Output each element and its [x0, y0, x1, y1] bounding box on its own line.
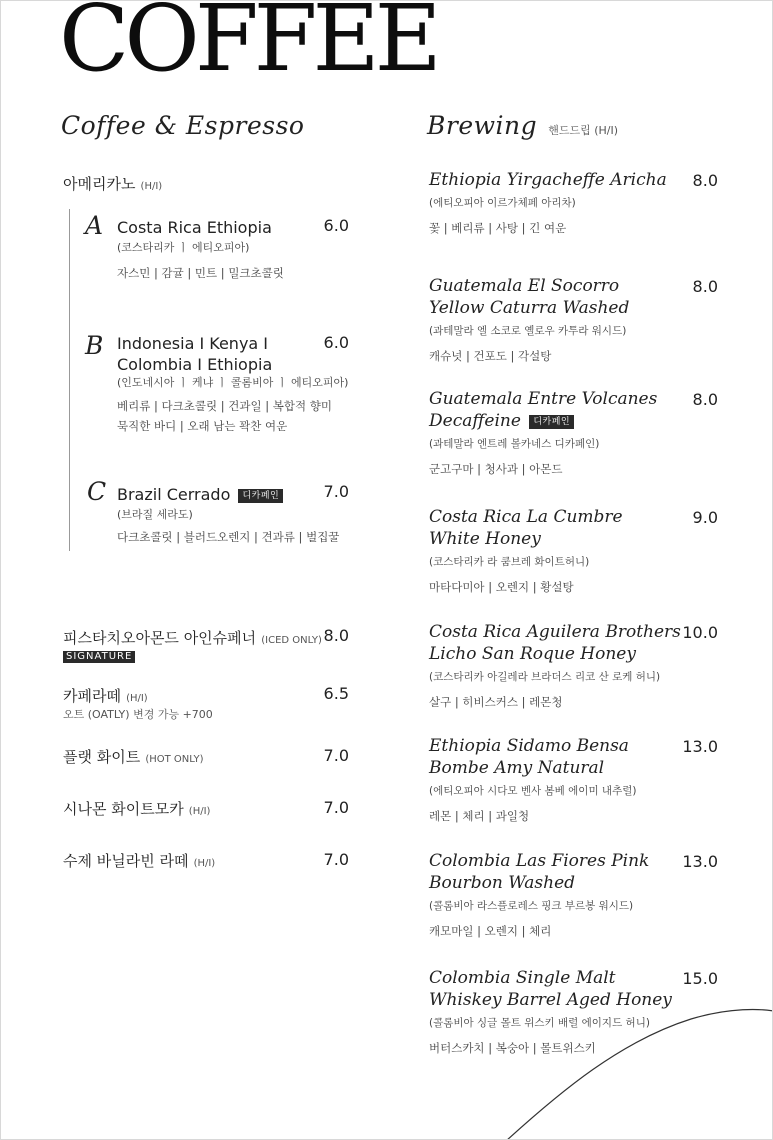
drink-price: 7.0 [323, 850, 349, 869]
decorative-curve [1, 1, 773, 1140]
drink-note: 오트 (OATLY) 변경 가능 +700 [63, 708, 213, 721]
bean-price: 13.0 [682, 737, 718, 756]
drink-name: 시나몬 화이트모카 [63, 800, 184, 818]
option-b-name-line: Colombia I Ethiopia [117, 355, 273, 374]
option-a-ko: (코스타리카 ㅣ 에티오피아) [117, 241, 250, 254]
bean-name-line: Bourbon Washed [429, 873, 576, 893]
bean-name-line: Colombia Single Malt [429, 968, 616, 988]
bean-name-line: Bombe Amy Natural [429, 758, 605, 778]
bean-name-line: Whiskey Barrel Aged Honey [429, 990, 672, 1010]
option-c-ko: (브라질 세라도) [117, 508, 193, 521]
bean-name-line: Guatemala El Socorro [429, 276, 620, 296]
bean-name-line: Guatemala Entre Volcanes [429, 389, 658, 409]
bean-notes: 꽃 | 베리류 | 사탕 | 긴 여운 [429, 221, 567, 235]
bean-notes: 캐모마일 | 오렌지 | 체리 [429, 924, 552, 938]
option-b-notes-line: 묵직한 바디 | 오래 남는 꽉찬 여운 [117, 419, 288, 433]
bean-name-line: Ethiopia Sidamo Bensa [429, 736, 629, 756]
drink-tag: (H/I) [193, 858, 216, 869]
option-a-price: 6.0 [323, 216, 349, 235]
bean-ko: (에티오피아 시다모 벤사 봄베 에이미 내추럴) [429, 785, 637, 797]
option-c-letter: C [87, 477, 107, 506]
bean-ko: (과테말라 엘 소코로 옐로우 카투라 워시드) [429, 325, 627, 337]
drink-tag: (H/I) [188, 806, 211, 817]
drink-price: 7.0 [323, 746, 349, 765]
bean-notes: 버터스카치 | 복숭아 | 몰트위스키 [429, 1041, 596, 1055]
option-c-price: 7.0 [323, 482, 349, 501]
bean-price: 15.0 [682, 969, 718, 988]
option-a-name: Costa Rica Ethiopia [117, 218, 272, 237]
bean-notes: 캐슈넛 | 건포도 | 각설탕 [429, 349, 552, 363]
bean-name-line: Yellow Caturra Washed [429, 298, 630, 318]
bean-price: 8.0 [692, 390, 718, 409]
drink-tag: (H/I) [126, 693, 148, 704]
bean-name-line: Costa Rica Aguilera Brothers [429, 622, 681, 642]
espresso-heading: Coffee & Espresso [61, 111, 305, 140]
drink-name: 수제 바닐라빈 라떼 [63, 852, 189, 870]
bean-ko: (코스타리카 아길레라 브라더스 리코 산 로케 허니) [429, 671, 661, 683]
brewing-tag: 핸드드립 (H/I) [548, 124, 619, 137]
bean-name-line: Colombia Las Fiores Pink [429, 851, 650, 871]
bean-notes: 군고구마 | 청사과 | 아몬드 [429, 462, 563, 476]
bean-notes: 레몬 | 체리 | 과일청 [429, 809, 530, 823]
decaf-badge: 디카페인 [529, 415, 574, 429]
signature-badge: SIGNATURE [63, 651, 135, 663]
bean-ko: (콜롬비아 싱글 몰트 위스키 배럴 에이지드 허니) [429, 1017, 650, 1029]
bean-ko: (과테말라 엔트레 볼카네스 디카페인) [429, 438, 600, 450]
bean-name: Ethiopia Yirgacheffe Aricha [429, 170, 667, 190]
option-a-letter: A [85, 211, 104, 240]
option-b-name-line: Indonesia I Kenya I [117, 334, 269, 353]
option-b-letter: B [85, 331, 104, 360]
bean-price: 13.0 [682, 852, 718, 871]
bean-name-line: Licho San Roque Honey [429, 644, 636, 664]
americano-name: 아메리카노 [63, 175, 136, 193]
bean-price: 9.0 [692, 508, 718, 527]
bean-name-line: White Honey [429, 529, 541, 549]
drink-name: 플랫 화이트 [63, 748, 141, 766]
bean-ko: (에티오피아 이르가체페 아리차) [429, 197, 576, 209]
option-b-price: 6.0 [323, 333, 349, 352]
bean-notes: 살구 | 히비스커스 | 레몬청 [429, 695, 563, 709]
americano-tag: (H/I) [140, 181, 163, 192]
drink-tag: (HOT ONLY) [145, 754, 204, 765]
bean-name-line: Costa Rica La Cumbre [429, 507, 623, 527]
drink-price: 7.0 [323, 798, 349, 817]
bean-name-text: Decaffeine [429, 411, 521, 431]
drink-name: 카페라떼 [63, 687, 121, 705]
option-b-notes-line: 베리류 | 다크초콜릿 | 건과일 | 복합적 향미 [117, 399, 332, 413]
option-b-ko: (인도네시아 ㅣ 케냐 ㅣ 콜롬비아 ㅣ 에티오피아) [117, 376, 349, 389]
option-a-notes: 자스민 | 감귤 | 민트 | 밀크초콜릿 [117, 266, 284, 280]
option-c-notes: 다크초콜릿 | 블러드오렌지 | 견과류 | 벌집꿀 [117, 530, 340, 544]
decaf-badge: 디카페인 [238, 489, 283, 503]
drink-name: 피스타치오아몬드 아인슈페너 [63, 629, 257, 647]
bean-price: 10.0 [682, 623, 718, 642]
drink-tag: (ICED ONLY) [261, 635, 322, 646]
option-c-name: Brazil Cerrado [117, 485, 231, 504]
bean-ko: (콜롬비아 라스플로레스 핑크 부르봉 워시드) [429, 900, 634, 912]
drink-price: 8.0 [323, 626, 349, 645]
page-title: COFFEE [59, 0, 437, 92]
bean-notes: 마타다미아 | 오렌지 | 황설탕 [429, 580, 574, 594]
drink-price: 6.5 [323, 684, 349, 703]
brewing-heading: Brewing [427, 111, 538, 140]
bean-ko: (코스타리카 라 쿰브레 화이트허니) [429, 556, 590, 568]
bean-price: 8.0 [692, 171, 718, 190]
bean-price: 8.0 [692, 277, 718, 296]
